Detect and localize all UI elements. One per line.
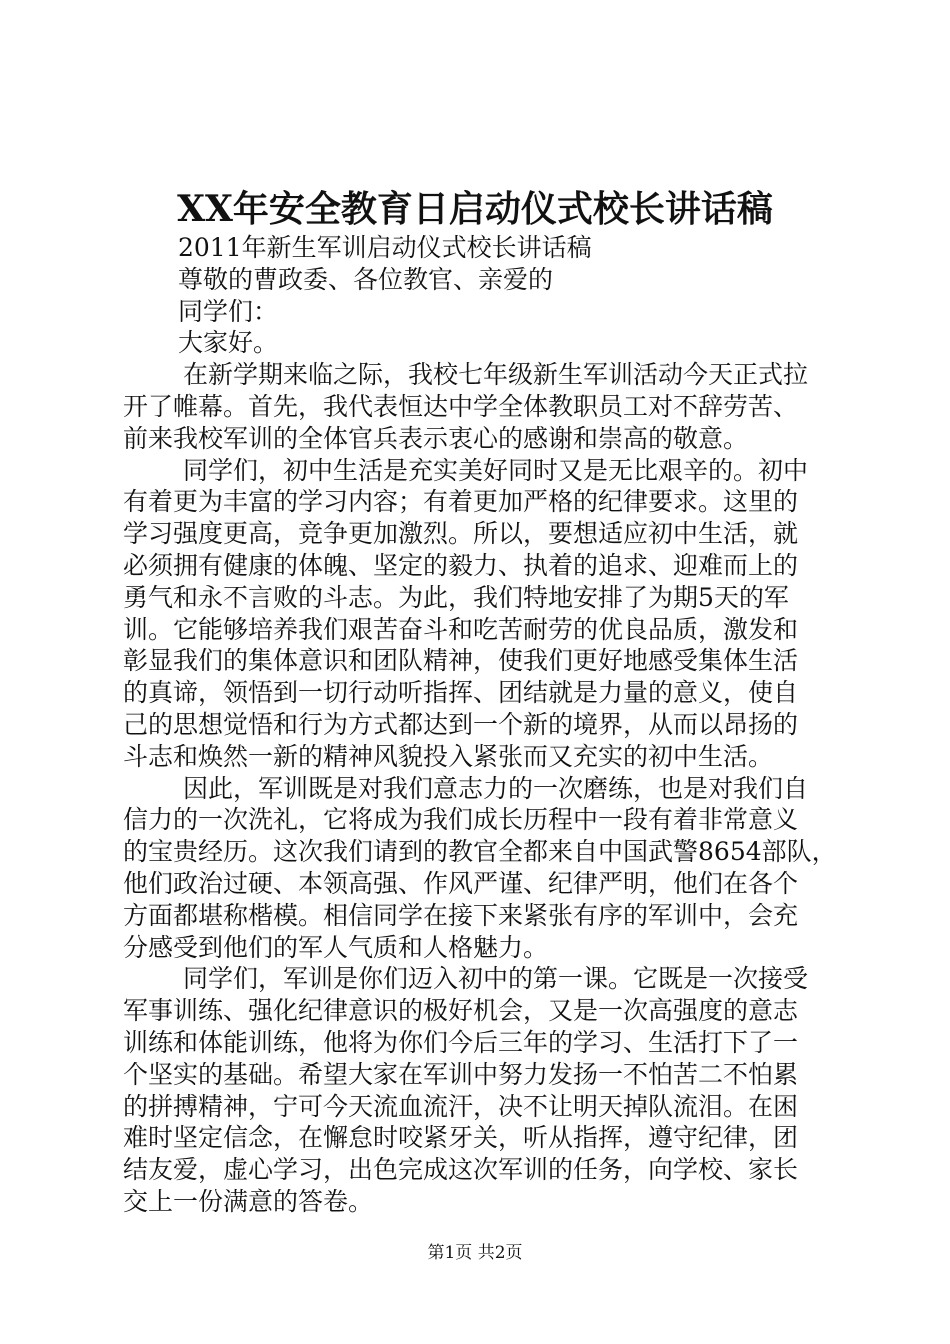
paragraph-line: 勇气和永不言败的斗志。为此，我们特地安排了为期5天的军 [123, 582, 789, 612]
paragraph-line: 同学们，军训是你们迈入初中的第一课。它既是一次接受 [183, 964, 809, 994]
page-number-footer: 第1页 共2页 [427, 1243, 523, 1263]
paragraph-line: 分感受到他们的军人气质和人格魅力。 [123, 932, 549, 962]
paragraph-line: 个坚实的基础。希望大家在军训中努力发扬一不怕苦二不怕累 [123, 1059, 799, 1089]
paragraph-line: 必须拥有健康的体魄、坚定的毅力、执着的追求、迎难而上的 [123, 550, 799, 580]
paragraph-line: 结友爱，虚心学习，出色完成这次军训的任务，向学校、家长 [123, 1155, 799, 1185]
document-body [123, 232, 837, 1218]
paragraph-line: 难时坚定信念，在懈怠时咬紧牙关，听从指挥，遵守纪律，团 [123, 1123, 799, 1153]
paragraph-line: 训。它能够培养我们艰苦奋斗和吃苦耐劳的优良品质，激发和 [123, 614, 799, 644]
paragraph-line: 前来我校军训的全体官兵表示衷心的感谢和崇高的敬意。 [123, 423, 749, 453]
intro-line: 同学们： [178, 296, 279, 326]
document-title: XX年安全教育日启动仪式校长讲话稿 [177, 188, 773, 230]
paragraph-line: 斗志和焕然一新的精神风貌投入紧张而又充实的初中生活。 [123, 741, 774, 771]
paragraph-line: 信力的一次洗礼，它将成为我们成长历程中一段有着非常意义 [123, 805, 799, 835]
paragraph [123, 773, 837, 964]
paragraph-line: 在新学期来临之际，我校七年级新生军训活动今天正式拉 [183, 360, 809, 390]
intro-line: 尊敬的曹政委、各位教官、亲爱的 [178, 264, 554, 294]
paragraph-line: 己的思想觉悟和行为方式都达到一个新的境界，从而以昂扬的 [123, 709, 799, 739]
intro-line: 大家好。 [178, 328, 279, 358]
paragraph-line: 的拼搏精神，宁可今天流血流汗，决不让明天掉队流泪。在困 [123, 1091, 799, 1121]
paragraph [123, 455, 830, 773]
paragraph-line: 他们政治过硬、本领高强、作风严谨、纪律严明，他们在各个 [123, 868, 799, 898]
paragraph-line: 同学们，初中生活是充实美好同时又是无比艰辛的。初中 [183, 455, 809, 485]
paragraph-line: 交上一份满意的答卷。 [123, 1186, 374, 1216]
paragraph-line: 方面都堪称楷模。相信同学在接下来紧张有序的军训中，会充 [123, 900, 799, 930]
paragraph [123, 963, 830, 1217]
intro-line: 2011年新生军训启动仪式校长讲话稿 [178, 233, 592, 262]
paragraph-line: 的宝贵经历。这次我们请到的教官全都来自中国武警8654部队， [123, 837, 837, 867]
paragraph-line: 开了帷幕。首先，我代表恒达中学全体教职员工对不辞劳苦、 [123, 391, 799, 421]
paragraph-line: 训练和体能训练，他将为你们今后三年的学习、生活打下了一 [123, 1027, 799, 1057]
paragraph-line: 彰显我们的集体意识和团队精神，使我们更好地感受集体生活 [123, 646, 799, 676]
paragraph-line: 的真谛，领悟到一切行动听指挥、团结就是力量的意义，使自 [123, 678, 799, 708]
paragraph-line: 军事训练、强化纪律意识的极好机会，又是一次高强度的意志 [123, 996, 799, 1026]
paragraph-line: 有着更为丰富的学习内容；有着更加严格的纪律要求。这里的 [123, 487, 799, 517]
paragraph-line: 学习强度更高，竞争更加激烈。所以，要想适应初中生活，就 [123, 519, 799, 549]
paragraph-line: 因此，军训既是对我们意志力的一次磨练，也是对我们自 [183, 773, 809, 803]
paragraph [123, 359, 830, 454]
